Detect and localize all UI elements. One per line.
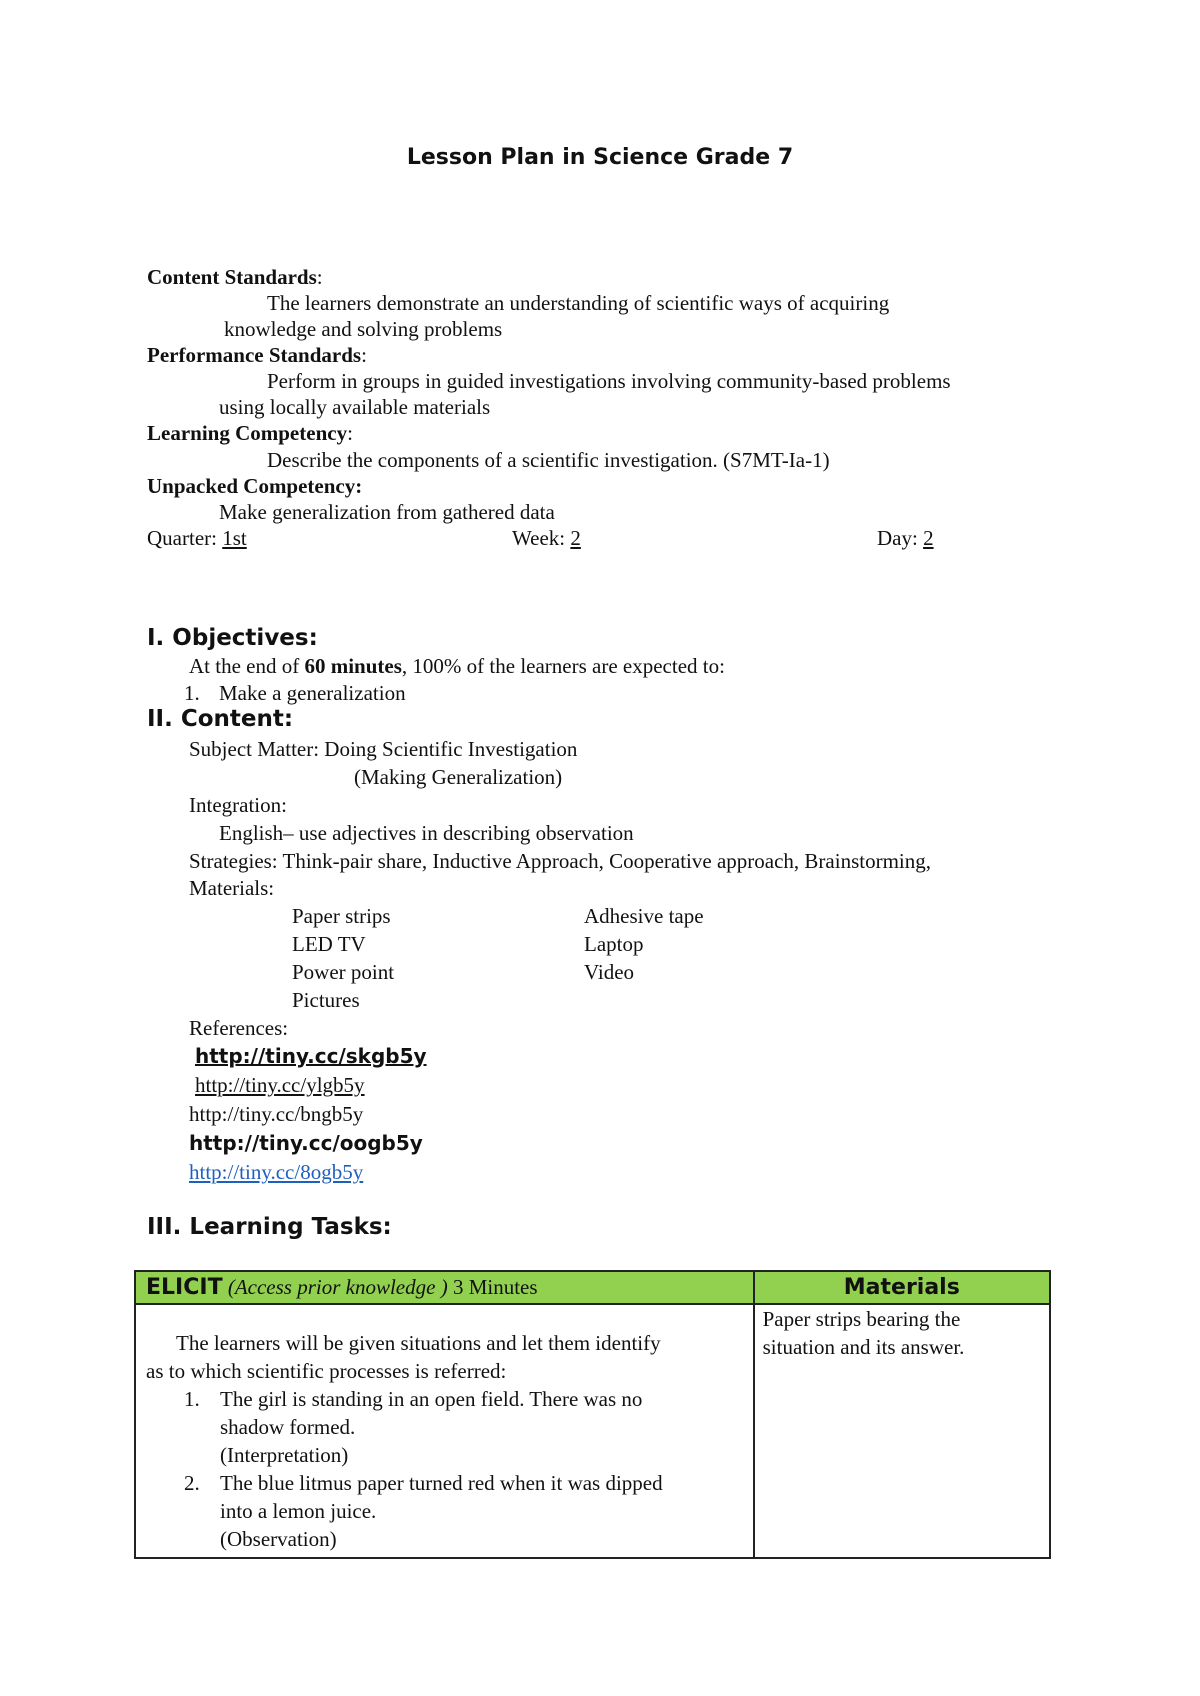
- objective-item-number: 1.: [184, 681, 200, 705]
- week-field: [512, 524, 581, 552]
- material-item: Laptop: [584, 932, 644, 956]
- situation-answer: (Interpretation): [220, 1443, 349, 1467]
- week-value: 2: [570, 526, 581, 550]
- page-title: Lesson Plan in Science Grade 7: [406, 145, 794, 170]
- elicit-header-cell: [135, 1271, 754, 1304]
- situation-text: shadow formed.: [220, 1415, 356, 1439]
- elicit-label: ELICIT: [146, 1275, 223, 1300]
- unpacked-competency-label: Unpacked Competency:: [147, 474, 363, 498]
- material-item: Adhesive tape: [584, 904, 704, 928]
- situation-text: into a lemon juice.: [220, 1499, 377, 1523]
- situation-number: 2.: [184, 1471, 200, 1495]
- elicit-intro-2: as to which scientific processes is referred:: [146, 1359, 507, 1383]
- performance-standards-row: Performance Standards:: [147, 343, 367, 367]
- situation-text: The blue litmus paper turned red when it was dipped: [220, 1471, 663, 1495]
- day-value: 2: [923, 526, 934, 550]
- day-label: Day:: [877, 526, 924, 550]
- material-item: Pictures: [292, 988, 360, 1012]
- strategies-text: Strategies: Think-pair share, Inductive Approach, Cooperative approach, Brainstorming,: [189, 849, 931, 873]
- material-item: Video: [584, 960, 635, 984]
- elicit-body-cell: [135, 1304, 754, 1558]
- elicit-time: 3 Minutes: [447, 1275, 538, 1299]
- learning-competency-label: Learning Competency: [147, 421, 348, 445]
- elicit-intro-1: The learners will be given situations and let them identify: [176, 1331, 661, 1355]
- quarter-value: 1st: [222, 526, 247, 550]
- day-field: [877, 524, 934, 552]
- material-item: LED TV: [292, 932, 366, 956]
- materials-header-cell: [754, 1271, 1050, 1304]
- subject-matter-1: Subject Matter: Doing Scientific Investigation: [189, 737, 578, 761]
- reference-link[interactable]: http://tiny.cc/oogb5y: [189, 1131, 423, 1155]
- content-standards-label: Content Standards: [147, 265, 317, 289]
- learning-competency-text: Describe the components of a scientific investigation. (S7MT-Ia-1): [267, 448, 830, 472]
- content-standards-text-1: The learners demonstrate an understanding of scientific ways of acquiring: [267, 291, 890, 315]
- objectives-heading: I. Objectives:: [147, 625, 318, 651]
- material-item: Power point: [292, 960, 395, 984]
- learning-tasks-heading: III. Learning Tasks:: [147, 1214, 392, 1240]
- materials-label: Materials:: [189, 876, 275, 900]
- material-item: Paper strips: [292, 904, 391, 928]
- content-heading: II. Content:: [147, 706, 294, 732]
- unpacked-competency-text: Make generalization from gathered data: [219, 500, 555, 524]
- quarter-label: Quarter:: [147, 526, 223, 550]
- performance-standards-label: Performance Standards: [147, 343, 362, 367]
- materials-text-2: situation and its answer.: [762, 1335, 965, 1359]
- week-label: Week:: [512, 526, 571, 550]
- performance-standards-text-2: using locally available materials: [219, 395, 491, 419]
- materials-body-cell: [754, 1304, 1050, 1558]
- objectives-intro-post: , 100% of the learners are expected to:: [401, 654, 725, 678]
- materials-header-label: Materials: [843, 1275, 960, 1300]
- integration-label: Integration:: [189, 793, 287, 817]
- reference-link[interactable]: http://tiny.cc/8ogb5y: [189, 1160, 364, 1184]
- quarter-field: [147, 524, 247, 552]
- performance-standards-text-1: Perform in groups in guided investigations involving community-based problems: [267, 369, 951, 393]
- table-header-row: [135, 1271, 1050, 1304]
- learning-competency-row: Learning Competency:: [147, 421, 353, 445]
- integration-text: English– use adjectives in describing observation: [219, 821, 634, 845]
- situation-number: 1.: [184, 1387, 200, 1411]
- objectives-duration: 60 minutes: [304, 654, 402, 678]
- reference-link[interactable]: http://tiny.cc/ylgb5y: [195, 1073, 365, 1097]
- elicit-subtitle: (Access prior knowledge ): [227, 1275, 448, 1299]
- objectives-intro-pre: At the end of: [189, 654, 305, 678]
- situation-answer: (Observation): [220, 1527, 337, 1551]
- references-label: References:: [189, 1016, 289, 1040]
- learning-tasks-table: [134, 1270, 1051, 1559]
- objective-item: Make a generalization: [219, 681, 406, 705]
- content-standards-row: Content Standards:: [147, 265, 323, 289]
- content-standards-text-2: knowledge and solving problems: [224, 317, 503, 341]
- objectives-intro: [189, 652, 725, 680]
- reference-link[interactable]: http://tiny.cc/bngb5y: [189, 1102, 364, 1126]
- subject-matter-2: (Making Generalization): [354, 765, 563, 789]
- table-row: [135, 1304, 1050, 1558]
- reference-link[interactable]: http://tiny.cc/skgb5y: [195, 1044, 427, 1068]
- materials-text-1: Paper strips bearing the: [762, 1307, 961, 1331]
- situation-text: The girl is standing in an open field. There was no: [220, 1387, 643, 1411]
